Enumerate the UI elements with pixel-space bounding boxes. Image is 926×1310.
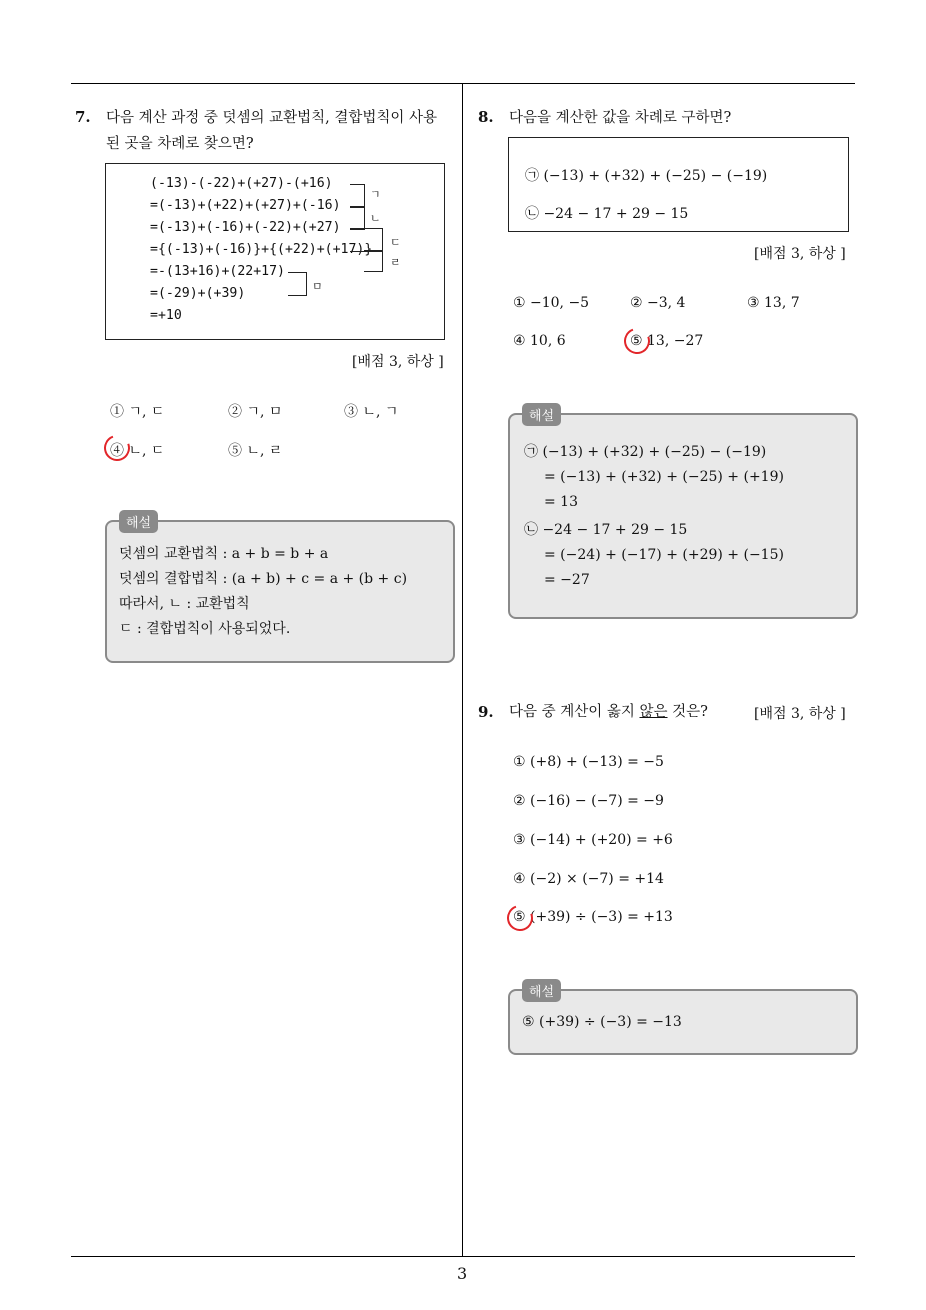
q7-step-3: ={(-13)+(-16)}+{(+22)+(+17)} xyxy=(150,242,373,257)
q8-solution-tag: 해설 xyxy=(522,403,561,426)
q8-expr-2: ㉡ −24 − 17 + 29 − 15 xyxy=(525,206,689,222)
q7-solution-box xyxy=(105,516,455,663)
q9-solution-line-0: ⑤ (+39) ÷ (−3) = −13 xyxy=(522,1014,682,1030)
q9-score: [배점 3, 하상 ] xyxy=(754,706,846,722)
q8-solution-box xyxy=(508,409,858,619)
q9-option-1[interactable]: ① (+8) + (−13) = −5 xyxy=(513,754,664,770)
q8-option-5[interactable]: ⑤ 13, −27 xyxy=(630,333,704,349)
q9-text-post: 것은? xyxy=(667,704,708,720)
q7-option-1[interactable]: ① ㄱ, ㄷ xyxy=(110,404,165,420)
q8-option-2[interactable]: ② −3, 4 xyxy=(630,295,686,311)
q7-step-0: (-13)-(-22)+(+27)-(+16) xyxy=(150,176,333,191)
q7-step-1: =(-13)+(+22)+(+27)+(-16) xyxy=(150,198,341,213)
q8-solution-line-2: = 13 xyxy=(544,494,578,510)
top-rule xyxy=(71,83,855,84)
q7-option-2[interactable]: ② ㄱ, ㅁ xyxy=(228,404,283,420)
q7-bracket-c xyxy=(350,228,383,252)
q7-bracket-label-a: ㄱ xyxy=(370,188,381,201)
q9-text xyxy=(509,699,708,725)
q7-text-line1: 다음 계산 과정 중 덧셈의 교환법칙, 결합법칙이 사용 xyxy=(106,110,438,126)
q7-solution-line-3: ㄷ : 결합법칙이 사용되었다. xyxy=(119,621,291,637)
q9-option-3[interactable]: ③ (−14) + (+20) = +6 xyxy=(513,832,673,848)
column-divider xyxy=(462,83,463,1257)
q8-number: 8. xyxy=(478,108,494,126)
q7-option-3[interactable]: ③ ㄴ, ㄱ xyxy=(344,404,399,420)
bottom-rule xyxy=(71,1256,855,1257)
q7-calculation-box xyxy=(105,163,445,340)
q9-option-4[interactable]: ④ (−2) × (−7) = +14 xyxy=(513,871,664,887)
q7-bracket-label-d: ㄹ xyxy=(390,256,401,269)
q8-expression-box xyxy=(508,137,849,232)
q7-bracket-a xyxy=(350,184,365,208)
q8-solution-line-4: = (−24) + (−17) + (+29) + (−15) xyxy=(544,547,784,563)
q8-option-3[interactable]: ③ 13, 7 xyxy=(747,295,800,311)
q9-answer-mark xyxy=(503,901,538,936)
q7-solution-line-1: 덧셈의 결합법칙 : (a + b) + c = a + (b + c) xyxy=(119,571,408,587)
q8-solution-line-0: ㉠ (−13) + (+32) + (−25) − (−19) xyxy=(524,444,767,460)
q7-number: 7. xyxy=(75,108,91,126)
q7-bracket-d xyxy=(364,250,383,272)
q7-bracket-label-b: ㄴ xyxy=(370,212,381,225)
q7-solution-line-2: 따라서, ㄴ : 교환법칙 xyxy=(119,596,250,612)
page-number: 3 xyxy=(457,1264,468,1283)
q7-option-5[interactable]: ⑤ ㄴ, ㄹ xyxy=(228,443,283,459)
q8-option-4[interactable]: ④ 10, 6 xyxy=(513,333,566,349)
q7-solution-line-0: 덧셈의 교환법칙 : a + b = b + a xyxy=(119,546,329,562)
q7-step-4: =-(13+16)+(22+17) xyxy=(150,264,285,279)
q7-solution-tag: 해설 xyxy=(119,510,158,533)
q9-option-2[interactable]: ② (−16) − (−7) = −9 xyxy=(513,793,664,809)
q8-text: 다음을 계산한 값을 차례로 구하면? xyxy=(509,110,732,126)
q7-bracket-label-e: ㅁ xyxy=(312,280,323,293)
q8-answer-mark xyxy=(620,324,655,359)
q7-score: [배점 3, 하상 ] xyxy=(352,354,444,370)
q9-text-pre: 다음 중 계산이 옳지 xyxy=(509,704,640,720)
q7-bracket-label-c: ㄷ xyxy=(390,236,401,249)
q8-option-1[interactable]: ① −10, −5 xyxy=(513,295,590,311)
q7-step-5: =(-29)+(+39) xyxy=(150,286,246,301)
q7-step-6: =+10 xyxy=(150,308,182,323)
q8-solution-line-5: = −27 xyxy=(544,572,590,588)
q8-solution-line-3: ㉡ −24 − 17 + 29 − 15 xyxy=(524,522,688,538)
q9-solution-box xyxy=(508,985,858,1055)
q7-step-2: =(-13)+(-16)+(-22)+(+27) xyxy=(150,220,341,235)
q8-expr-1: ㉠ (−13) + (+32) + (−25) − (−19) xyxy=(525,168,768,184)
q9-option-5[interactable]: ⑤ (+39) ÷ (−3) = +13 xyxy=(513,909,673,925)
q9-text-underlined: 않은 xyxy=(639,704,668,720)
q7-bracket-e xyxy=(288,272,307,296)
q8-score: [배점 3, 하상 ] xyxy=(754,246,846,262)
q8-solution-line-1: = (−13) + (+32) + (−25) + (+19) xyxy=(544,469,784,485)
q7-text-line2: 된 곳을 차례로 찾으면? xyxy=(106,136,254,152)
q7-bracket-b xyxy=(350,206,365,230)
q9-solution-tag: 해설 xyxy=(522,979,561,1002)
q9-number: 9. xyxy=(478,703,494,721)
q7-answer-mark xyxy=(100,431,135,466)
q7-option-4[interactable]: ④ ㄴ, ㄷ xyxy=(110,443,165,459)
